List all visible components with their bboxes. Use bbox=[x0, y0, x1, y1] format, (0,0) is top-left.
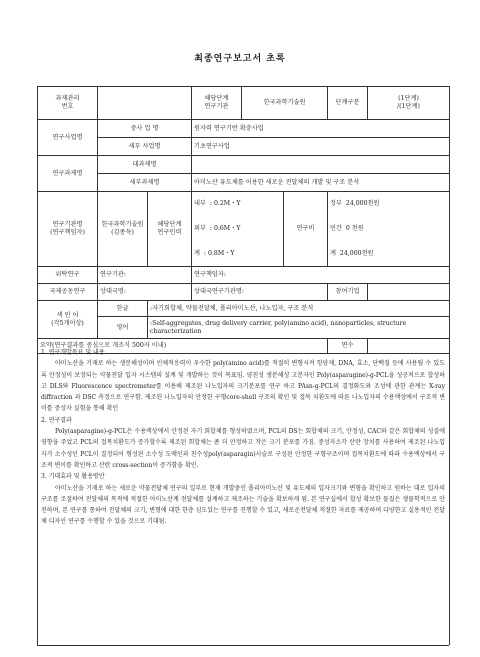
body-right-border bbox=[449, 341, 450, 645]
gov-value: 24,000천원 bbox=[345, 200, 380, 208]
big-project-label: 대과제명 bbox=[98, 156, 192, 174]
kw-ko: :자기회합체, 약물전달체, 폴리아미노산, 나노입자, 구조 분석 bbox=[148, 301, 450, 317]
section-3-text: 아미노산을 기재로 하는 새로운 약물전달체 연구의 일부로 현재 개발중인 폴리아미노산 및 유도체의 입자크기와 변형을 확인하고 원하는 대로 입자의 구조를 조절하여 전달체의 목적에 적절한 아미노산계 전달체를 설계하고 제조하는 기술을 확보하게 됨. 본 연구실에서 합성 확보한 물질은 생물학적으로 안전하며, 본 연구를 통하여 전달체의 크기, 변형에 대한 한층 심도있는 연구를 진행할 수 있고, 새로운전달체 적절한 자료를 제공하며 다양한고 실용적인 전달체 디자인 연구를 수행할 수 있을 것으로 기대됨. bbox=[41, 484, 445, 526]
internal-value: : 0.2M・Y bbox=[209, 200, 241, 208]
intl-label: 국제공동연구 bbox=[38, 284, 98, 301]
kw-en-label: 영어 bbox=[98, 317, 148, 339]
host-org: 한국과학기술원 bbox=[242, 87, 328, 120]
sub-program-label: 세부 사업명 bbox=[98, 138, 192, 156]
delegated-org-label: 연구기관: bbox=[98, 267, 192, 284]
internal-label: 내부 bbox=[194, 200, 206, 208]
cost-total-label: 계 bbox=[330, 249, 336, 257]
detail-project: 아미노산 유도체를 이용한 새로운 전달체의 개발 및 구조 분석 bbox=[192, 174, 450, 192]
delegated-label: 위탁연구 bbox=[38, 267, 98, 284]
kw-ko-label: 한글 bbox=[98, 301, 148, 317]
total-value: : 0.8M・Y bbox=[203, 249, 235, 257]
sub-program: 기초연구사업 bbox=[192, 138, 450, 156]
section-2-title: 2. 연구결과 bbox=[41, 416, 72, 424]
section-3-title: 3. 기대효과 및 활용방안 bbox=[41, 473, 105, 481]
pi-org: 한국과학기술원 (김종득) bbox=[98, 192, 148, 267]
big-project bbox=[192, 156, 450, 174]
summary-table bbox=[37, 86, 450, 354]
keywords-label: 색 인 어 (각5개이상) bbox=[38, 301, 98, 339]
section-1-text: 아미노산을 기재로 하는 생분해성이며 인체적응력이 우수한 poly(amino acid)를 적절히 변형시켜 항암제, DNA, 효소, 단백질 등에 사용될 수 있도록 안정성이 보장되는 약물전달 입자 시스템의 설계 및 개발하는 것이 목표임. 양친성 생분해성 고분자인 Poly(asparagine)-g-PCL을 성공적으로 합성하고 DLS와 Fluorescence spectrometer를 이용해 제조된 나노입자의 크기분포를 연구 하고 PAsn-g-PCL의 결정화도와 조성에 관한 관계는 X-ray diffraction 과 DSC 측정으로 연구함. 제조된 나노입자의 안정한 구형core-shell 구조의 확인 및 접목 치환도에 따른 나노입자의 수용액상에서 구조적 변이를 중성자 실험을 통해 확인 bbox=[41, 360, 445, 413]
page-title: 최종연구보고서 초록 bbox=[194, 54, 286, 64]
partner-country-label: 상대국명: bbox=[98, 284, 192, 301]
stage-label: 단계구분 bbox=[328, 87, 368, 120]
pages-label: 면수 bbox=[328, 339, 368, 354]
cost-label: 연구비 bbox=[284, 192, 328, 267]
host-org-label: 해당단계 연구기관 bbox=[192, 87, 242, 120]
researchers-label: 해당단계 연구인력 bbox=[148, 192, 192, 267]
external-label: 외부 bbox=[194, 225, 206, 233]
body-bottom-border bbox=[37, 645, 449, 646]
gov-label: 정부 bbox=[330, 200, 342, 208]
pi-label: 연구기관명 (연구책임자) bbox=[38, 192, 98, 267]
section-2-text: Poly(asparagine)-g-PCL은 수용액상에서 안정된 자기 회합체를 형성하였으며, PCL의 DS는 회합체의 크기, 안정성, CAC와 같은 회합체의 성질에 영향을 주었고 PCL의 접목치환도가 증가할수록 제조된 회합체는 좀 더 안정하고 작은 크기 분포를 가짐. 중성자소각 산란 장치를 사용하여 제조된 나노입자가 소수성인 PCL이 결정되어 형성된 소수성 도메인과 친수성poly(asparagin)사슬로 구성된 안정한 구형구조이며 접목치환도에 따라 수용액상에서 구조적 변이를 확인하고 산란 cross-section이 증가함을 확인. bbox=[41, 428, 445, 469]
mid-program: 원자력 연구기반 확충사업 bbox=[192, 120, 450, 138]
kw-en: :Self-aggregates, drug delivery carrier, poly(amino acid), nanoparticles, structure characterization bbox=[148, 317, 450, 339]
program-label: 연구사업명 bbox=[38, 120, 98, 156]
summary-body bbox=[37, 347, 449, 528]
total-label: 계 bbox=[194, 249, 200, 257]
project-label: 연구과제명 bbox=[38, 156, 98, 192]
mid-program-label: 중사 업 명 bbox=[98, 120, 192, 138]
stage-value: (1단계) /(1단계) bbox=[368, 87, 450, 120]
partner-org-label: 상대국연구기관명: bbox=[192, 284, 328, 301]
private-value: 0 천원 bbox=[345, 225, 364, 233]
task-no-label: 과제관리 번호 bbox=[38, 87, 98, 120]
section-1-title: 1. 연구개발목표 및 내용 bbox=[41, 349, 105, 356]
participating-company-label: 참여기업 bbox=[328, 284, 368, 301]
delegated-pi-label: 연구책임자: bbox=[192, 267, 450, 284]
summary-label: 요약(연구결과를 중심으로 개조식 500자 이내) bbox=[38, 339, 328, 354]
external-value: : 0.6M・Y bbox=[209, 225, 241, 233]
detail-project-label: 세부과제명 bbox=[98, 174, 192, 192]
private-label: 민간 bbox=[330, 225, 342, 233]
cost-total-value: 24,000천원 bbox=[339, 249, 374, 257]
